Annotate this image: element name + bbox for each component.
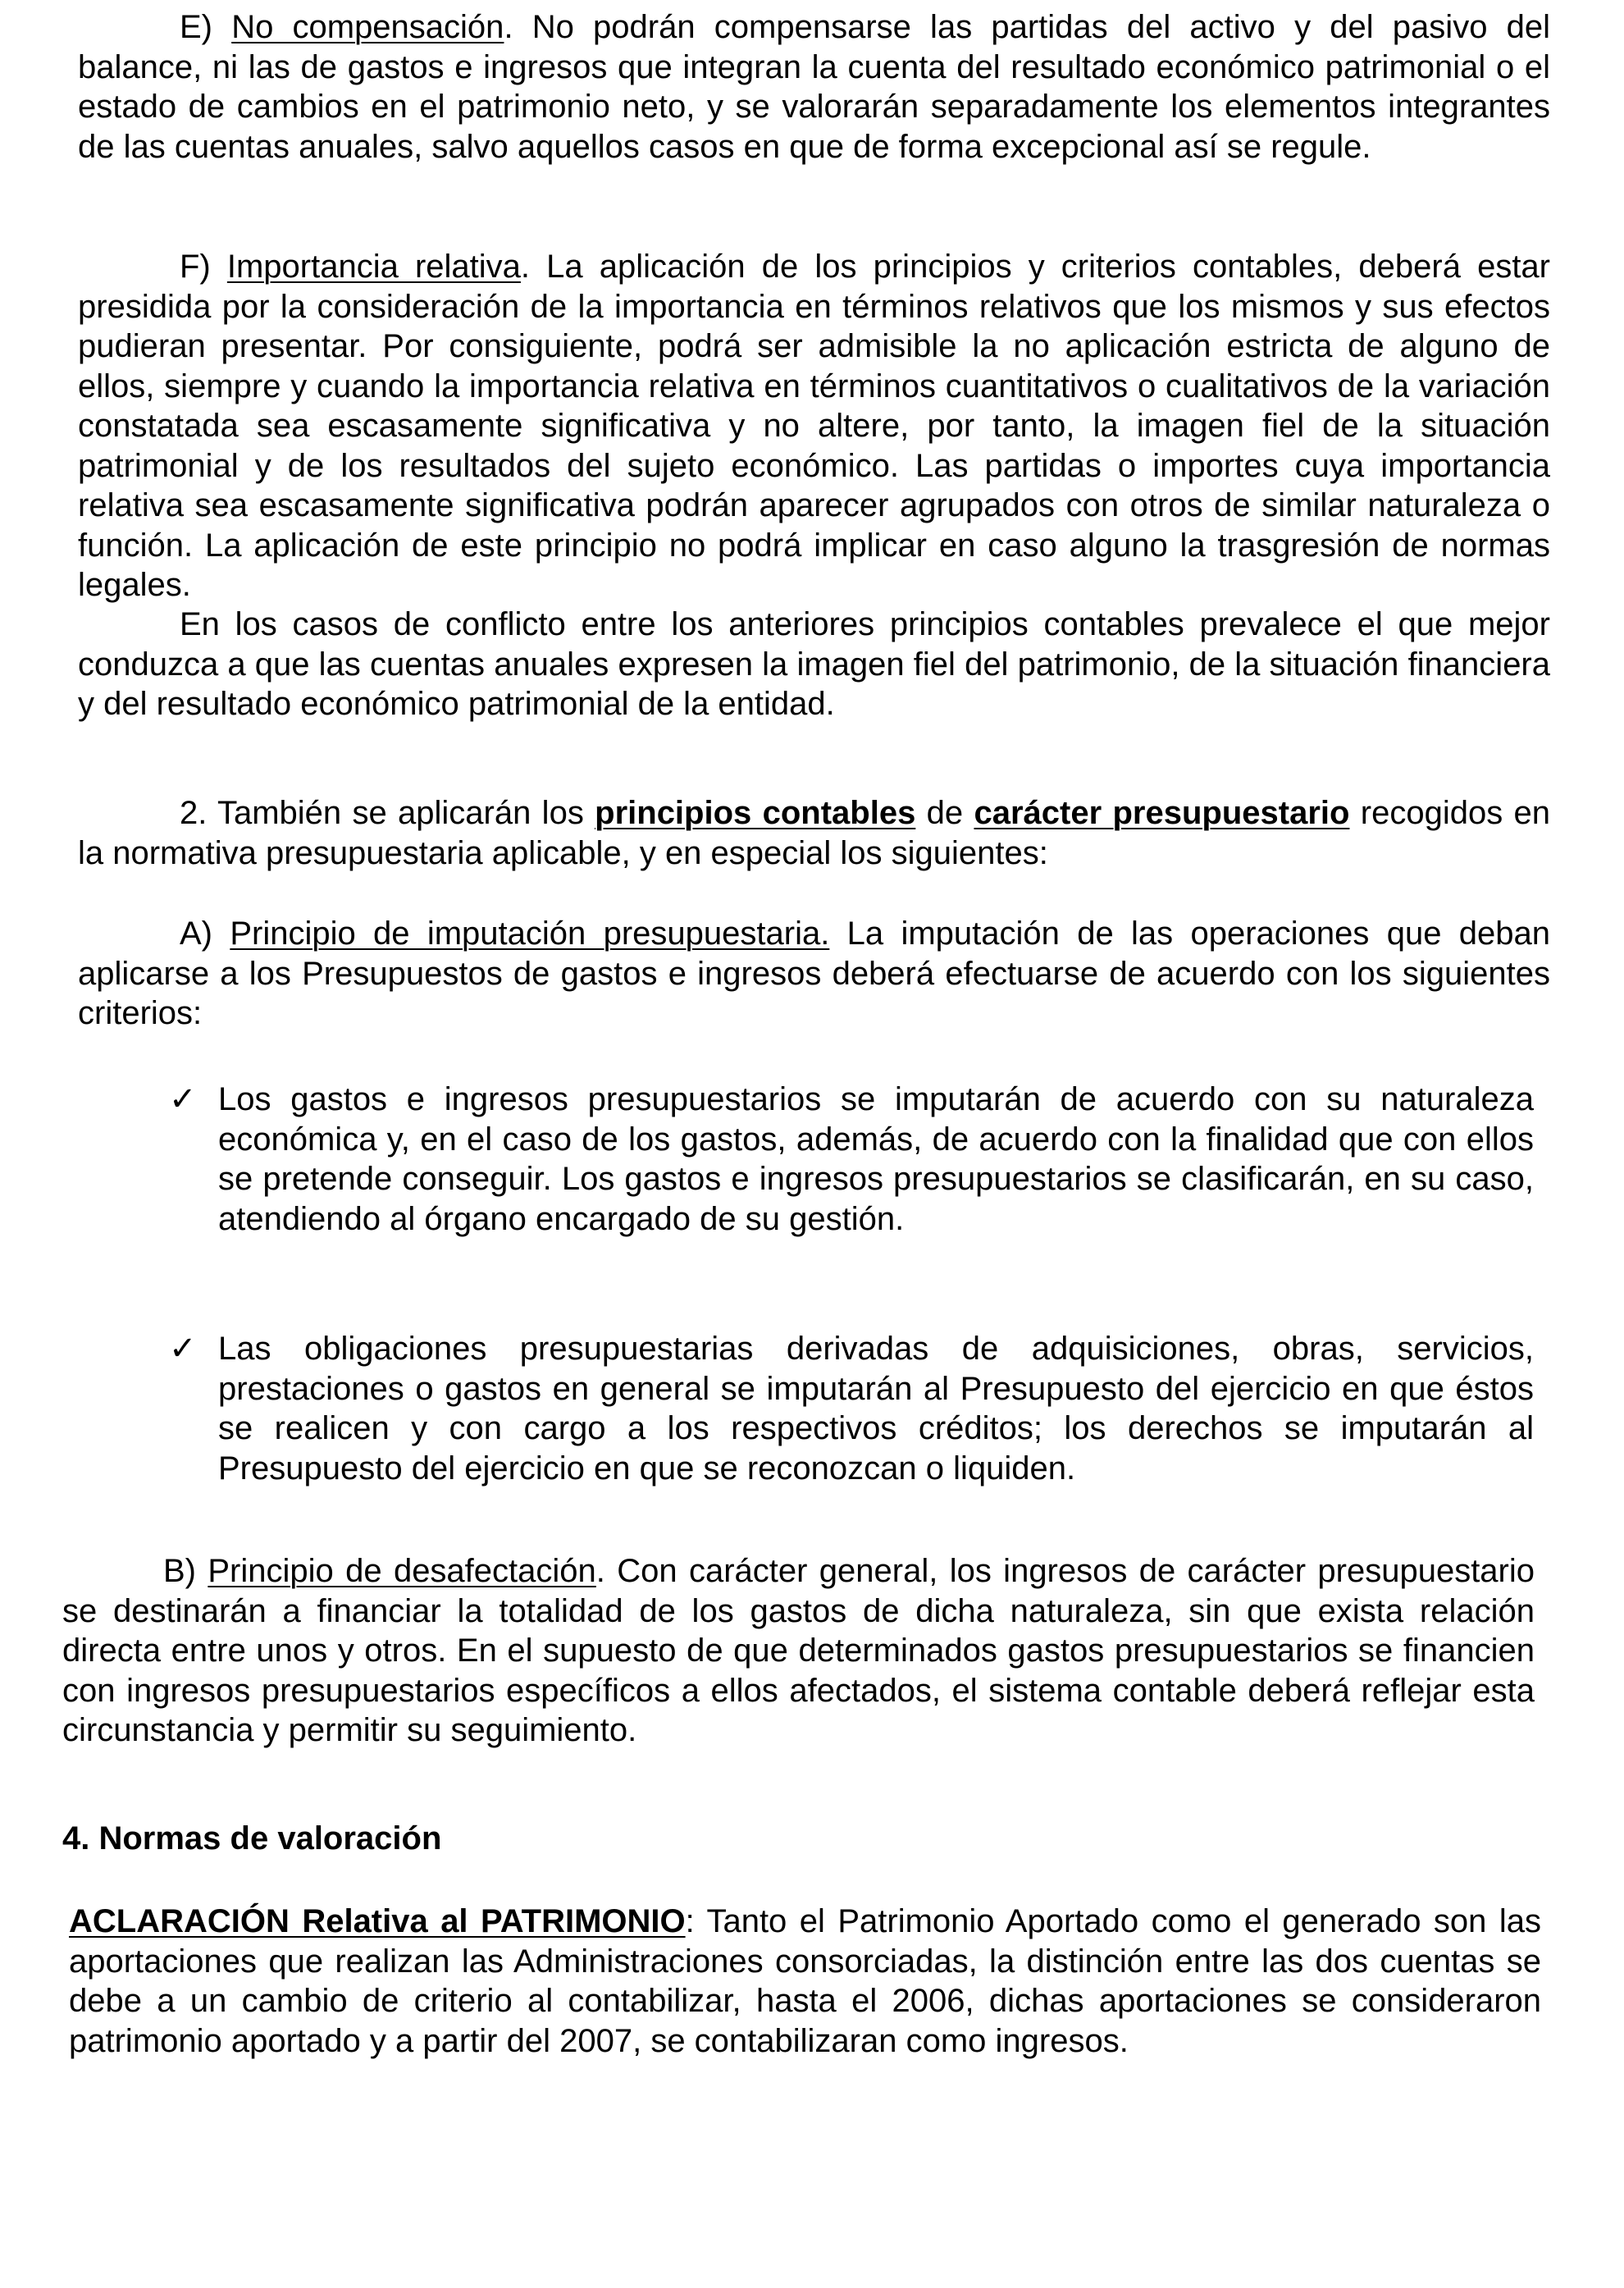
section-title: Principio de desafectación: [208, 1553, 596, 1589]
section-text: . Con carácter general, los ingresos de carácter presupuestario se destinarán a financiar la totalidad de los gastos de dicha naturaleza, sin que exista relación directa entre unos y otros. En el supuesto de que determinados gastos presupuestarios se financien con ingresos presupuestarios específicos a ellos afectados, el sistema contable deberá reflejar esta circunstancia y permitir su seguimiento.: [62, 1553, 1535, 1748]
list-item: [169, 1080, 1534, 1239]
list-item: [169, 1329, 1534, 1488]
section-text: La imputación de las operaciones que deban aplicarse a los Presupuestos de gastos e ingresos deberá efectuarse de acuerdo con los siguientes criterios:: [78, 916, 1550, 1031]
checkmark-icon: ✓: [169, 1081, 197, 1117]
section-title: ACLARACIÓN Relativa al PATRIMONIO: [69, 1903, 686, 1939]
section-title: No compensación: [231, 9, 504, 45]
paragraph-desafectacion: [62, 1551, 1535, 1751]
section-text: . La aplicación de los principios y criterios contables, deberá estar presidida por la consideración de la importancia en términos relativos que los mismos y sus efectos pudieran presentar. Por consiguiente, podrá ser admisible la no aplicación estricta de alguno de ellos, siempre y cuando la importancia relativa en términos cuantitativos o cualitativos de la variación constatada sea escasamente significativa y no altere, por tanto, la imagen fiel de la situación patrimonial y de los resultados del sujeto económico. Las partidas o importes cuya importancia relativa sea escasamente significativa podrán aparecer agrupados con otros de similar naturaleza o función. La aplicación de este principio no podrá implicar en caso alguno la trasgresión de normas legales.: [78, 249, 1550, 603]
section-text: . No podrán compensarse las partidas del activo y del pasivo del balance, ni las de gastos e ingresos que integran la cuenta del resultado económico patrimonial o el estado de cambios en el patrimonio neto, y se valorarán separadamente los elementos integrantes de las cuentas anuales, salvo aquellos casos en que de forma excepcional así se regule.: [78, 9, 1550, 165]
paragraph-conflicto: [78, 605, 1550, 724]
paragraph-no-compensacion: [78, 7, 1550, 167]
list-item-text: Los gastos e ingresos presupuestarios se imputarán de acuerdo con su naturaleza económica y, en el caso de los gastos, además, de acuerdo con la finalidad que con ellos se pretende conseguir. Los gastos e ingresos presupuestarios se clasificarán, en su caso, atendiendo al órgano encargado de su gestión.: [218, 1081, 1534, 1237]
section-prefix: F): [180, 249, 227, 285]
paragraph-imputacion: [78, 914, 1550, 1034]
section-text: : Tanto el Patrimonio Aportado como el generado son las aportaciones que realizan las Administraciones consorciadas, la distinción entre las dos cuentas se debe a un cambio de criterio al contabilizar, hasta el 2006, dichas aportaciones se consideraron patrimonio aportado y a partir del 2007, se contabilizaran como ingresos.: [69, 1903, 1541, 2059]
paragraph-principios-presupuestarios: [78, 793, 1550, 873]
section-heading: 4. Normas de valoración: [62, 1820, 442, 1856]
term-caracter-presupuestario: carácter presupuestario: [974, 795, 1350, 831]
checkmark-icon: ✓: [169, 1331, 197, 1367]
section-text: En los casos de conflicto entre los anteriores principios contables prevalece el que mejor conduzca a que las cuentas anuales expresen la imagen fiel del patrimonio, de la situación financiera y del resultado económico patrimonial de la entidad.: [78, 606, 1550, 722]
list-item-text: Las obligaciones presupuestarias derivadas de adquisiciones, obras, servicios, prestaciones o gastos en general se imputarán al Presupuesto del ejercicio en que éstos se realicen y con cargo a los respectivos créditos; los derechos se imputarán al Presupuesto del ejercicio en que se reconozcan o liquiden.: [218, 1331, 1534, 1487]
term-principios-contables: principios contables: [595, 795, 916, 831]
paragraph-aclaracion: [69, 1902, 1541, 2061]
section-prefix: B): [163, 1553, 208, 1589]
section-prefix: A): [180, 916, 230, 952]
section-mid: de: [915, 795, 974, 831]
section-prefix: 2. También se aplicarán los: [180, 795, 595, 831]
section-title: Principio de imputación presupuestaria.: [230, 916, 830, 952]
section-title: Importancia relativa: [226, 249, 521, 285]
section-text: recogidos en la normativa presupuestaria aplicable, y en especial los siguientes:: [78, 795, 1551, 871]
section-prefix: E): [180, 9, 232, 45]
paragraph-importancia-relativa: [78, 247, 1550, 605]
